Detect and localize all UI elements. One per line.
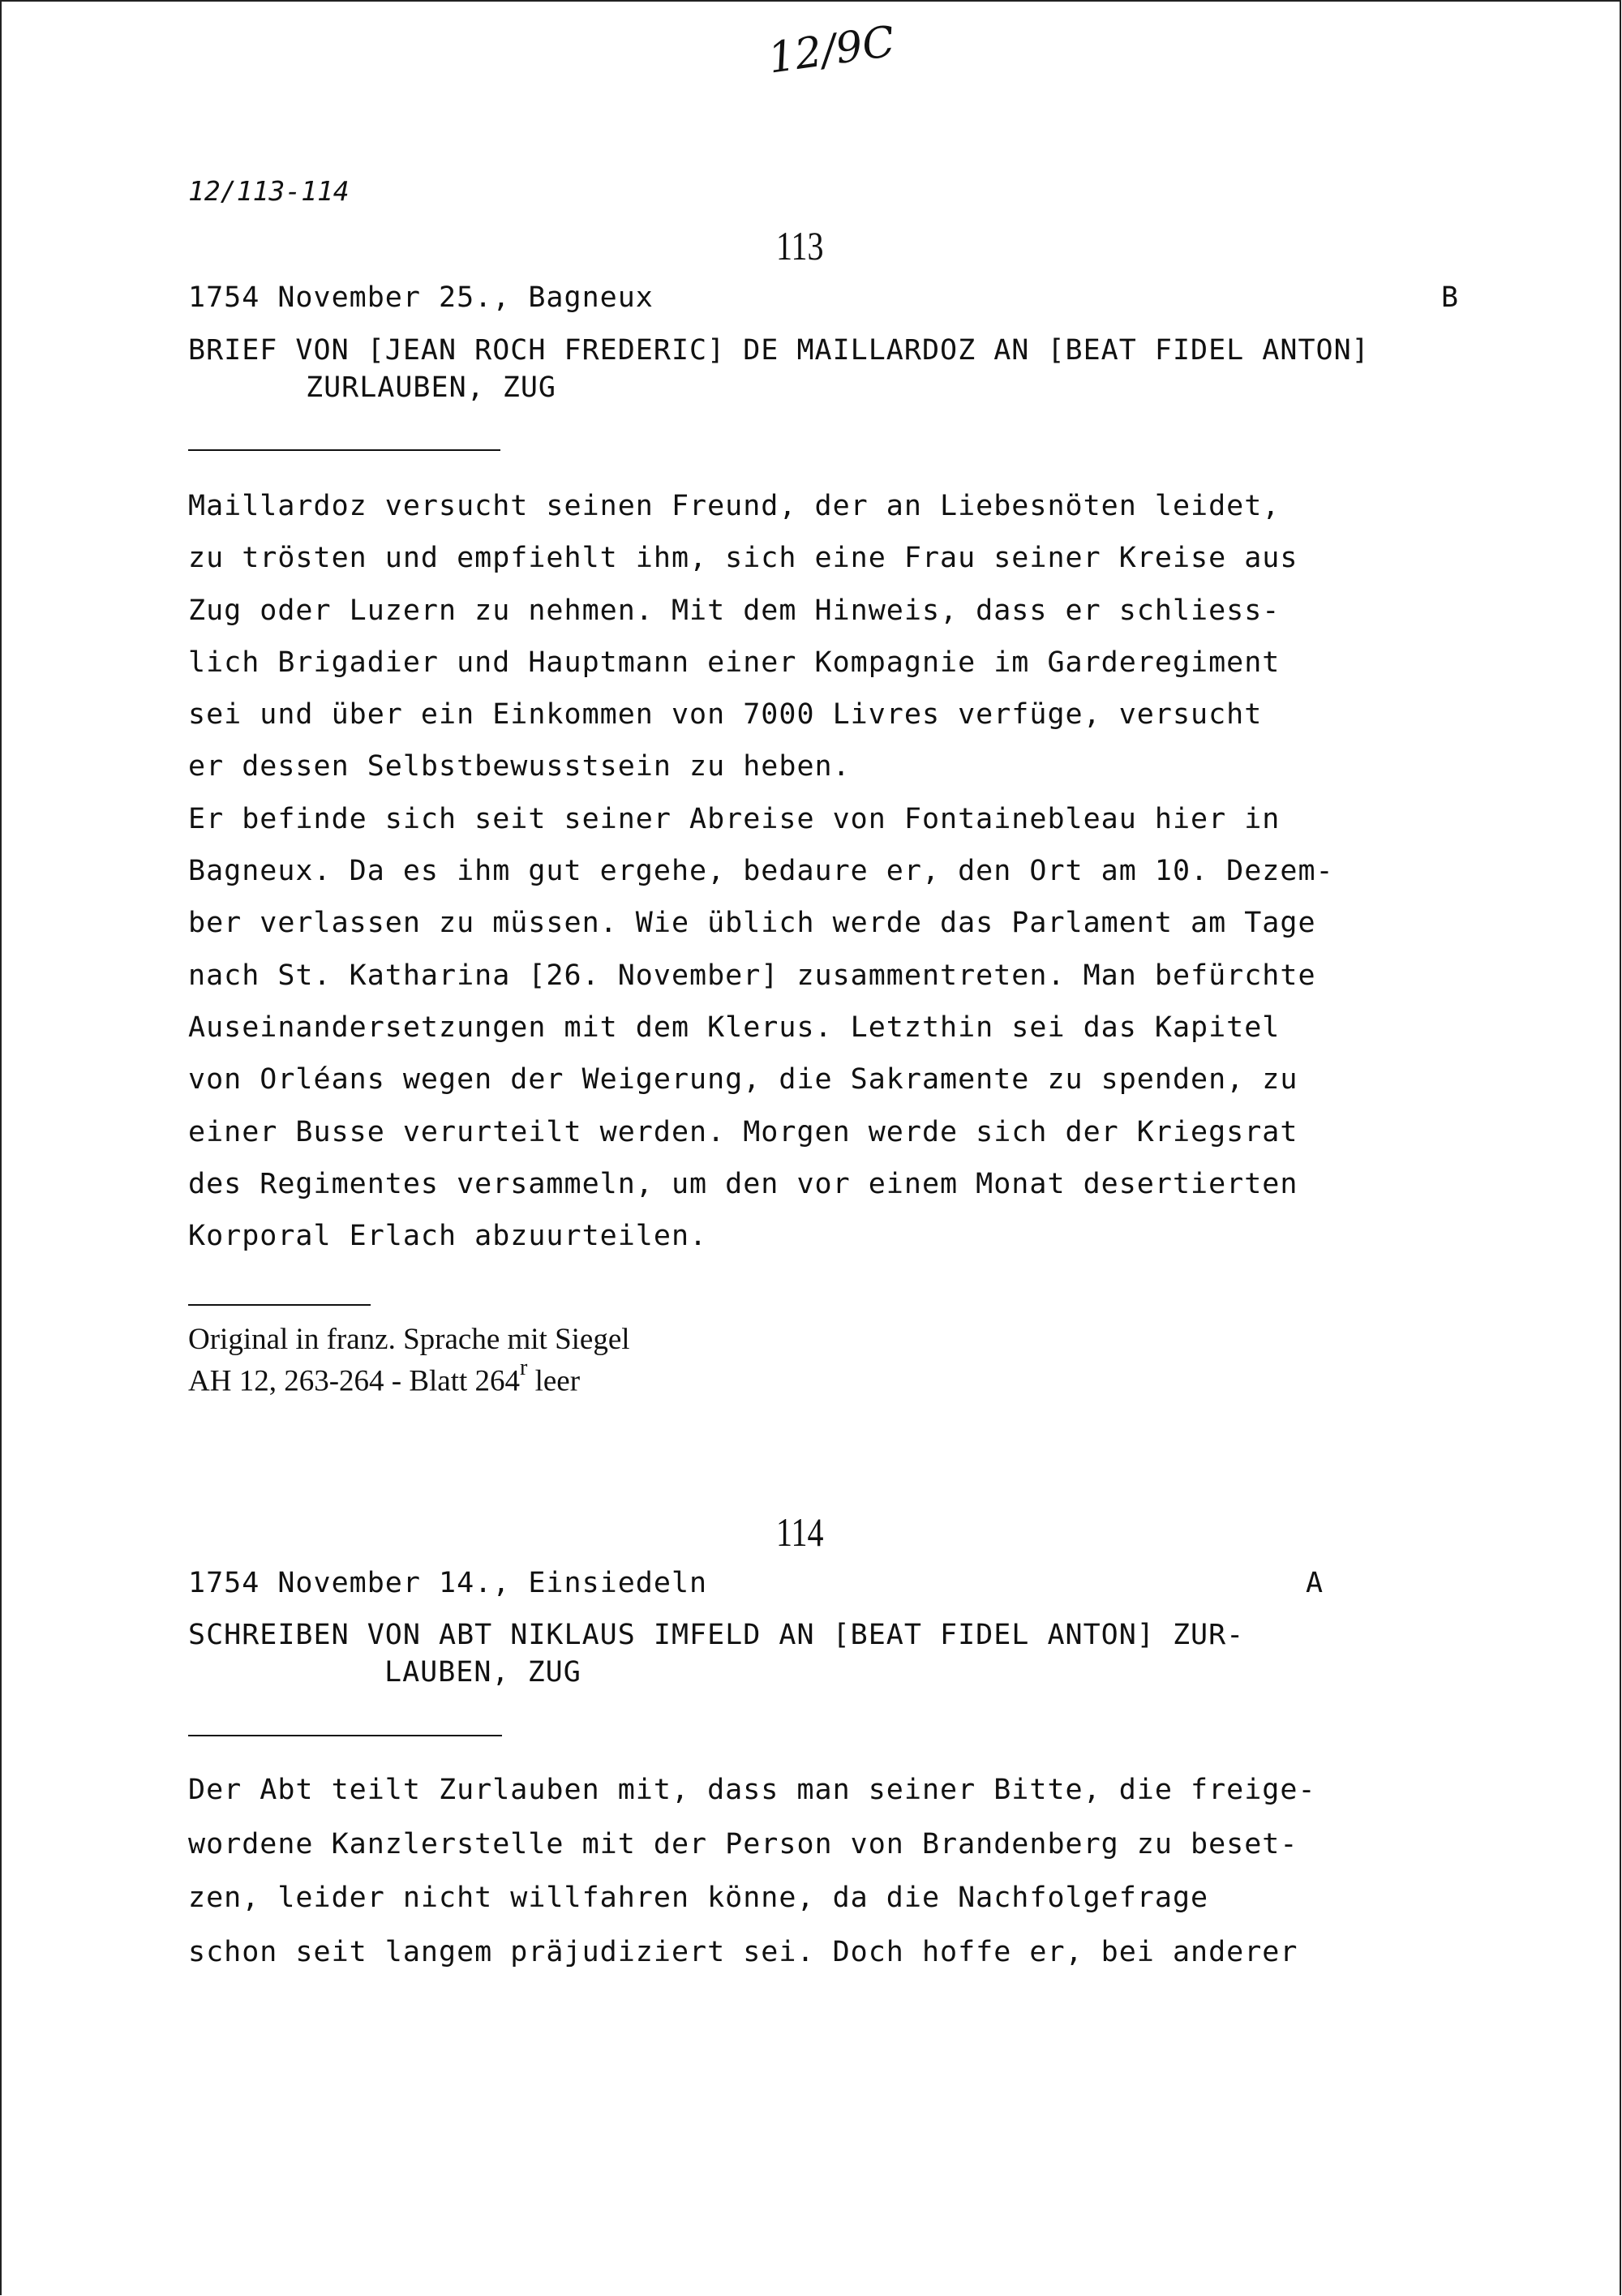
summary-line: sei und über ein Einkommen von 7000 Livres verfüge, versucht: [188, 698, 1263, 732]
entry-title: BRIEF VON [JEAN ROCH FREDERIC] DE MAILLARDOZ AN [BEAT FIDEL ANTON]: [188, 334, 1370, 367]
section-divider: [188, 1735, 502, 1736]
entry-date-place: 1754 November 25., Bagneux: [188, 281, 654, 314]
archive-reference-text: AH 12, 263-264 - Blatt 264: [188, 1364, 521, 1398]
archive-reference-suffix: leer: [527, 1364, 581, 1398]
entry-title-continuation: LAUBEN, ZUG: [384, 1656, 581, 1689]
summary-line: ber verlassen zu müssen. Wie üblich werde das Parlament am Tage: [188, 907, 1316, 940]
summary-line: er dessen Selbstbewusstsein zu heben.: [188, 750, 851, 783]
summary-line: Bagneux. Da es ihm gut ergehe, bedaure er, den Ort am 10. Dezem-: [188, 855, 1334, 888]
entry-date-place: 1754 November 14., Einsiedeln: [188, 1567, 708, 1599]
summary-line: des Regimentes versammeln, um den vor einem Monat desertierten: [188, 1167, 1298, 1200]
archive-reference: [188, 1355, 581, 1398]
summary-line: Korporal Erlach abzuurteilen.: [188, 1220, 708, 1253]
summary-line: wordene Kanzlerstelle mit der Person von Brandenberg zu beset-: [188, 1827, 1298, 1860]
recto-marker: r: [520, 1355, 528, 1380]
entry-summary: [188, 1763, 1316, 1980]
footnote-divider: [188, 1304, 371, 1306]
entry-grade: A: [1306, 1567, 1324, 1599]
entry-title-continuation: ZURLAUBEN, ZUG: [306, 371, 557, 404]
summary-line: Maillardoz versucht seinen Freund, der an Liebesnöten leidet,: [188, 490, 1281, 522]
entry-number: 114: [776, 1509, 824, 1555]
summary-line: von Orléans wegen der Weigerung, die Sakramente zu spenden, zu: [188, 1063, 1298, 1097]
summary-line: Er befinde sich seit seiner Abreise von Fontainebleau hier in: [188, 802, 1281, 835]
summary-line: zu trösten und empfiehlt ihm, sich eine Frau seiner Kreise aus: [188, 542, 1298, 575]
summary-line: Zug oder Luzern zu nehmen. Mit dem Hinweis, dass er schliess-: [188, 594, 1281, 627]
section-divider: [188, 449, 500, 451]
entry-title: SCHREIBEN VON ABT NIKLAUS IMFELD AN [BEAT FIDEL ANTON] ZUR-: [188, 1619, 1245, 1651]
page-reference: 12/113-114: [188, 175, 350, 207]
entry-grade: B: [1441, 281, 1460, 314]
summary-line: schon seit langem präjudiziert sei. Doch hoffe er, bei anderer: [188, 1936, 1298, 1969]
summary-line: einer Busse verurteilt werden. Morgen werde sich der Kriegsrat: [188, 1115, 1298, 1148]
summary-line: nach St. Katharina [26. November] zusammentreten. Man befürchte: [188, 959, 1316, 992]
source-note: Original in franz. Sprache mit Siegel: [188, 1323, 630, 1356]
handwritten-page-mark: 12/9C: [765, 17, 898, 84]
summary-line: Auseinandersetzungen mit dem Klerus. Letzthin sei das Kapitel: [188, 1011, 1281, 1044]
summary-line: zen, leider nicht willfahren könne, da die Nachfolgefrage: [188, 1882, 1209, 1915]
entry-number: 113: [776, 223, 824, 268]
summary-line: Der Abt teilt Zurlauben mit, dass man seiner Bitte, die freige-: [188, 1774, 1316, 1806]
summary-line: lich Brigadier und Hauptmann einer Kompagnie im Garderegiment: [188, 646, 1281, 679]
entry-summary: [188, 480, 1334, 1262]
